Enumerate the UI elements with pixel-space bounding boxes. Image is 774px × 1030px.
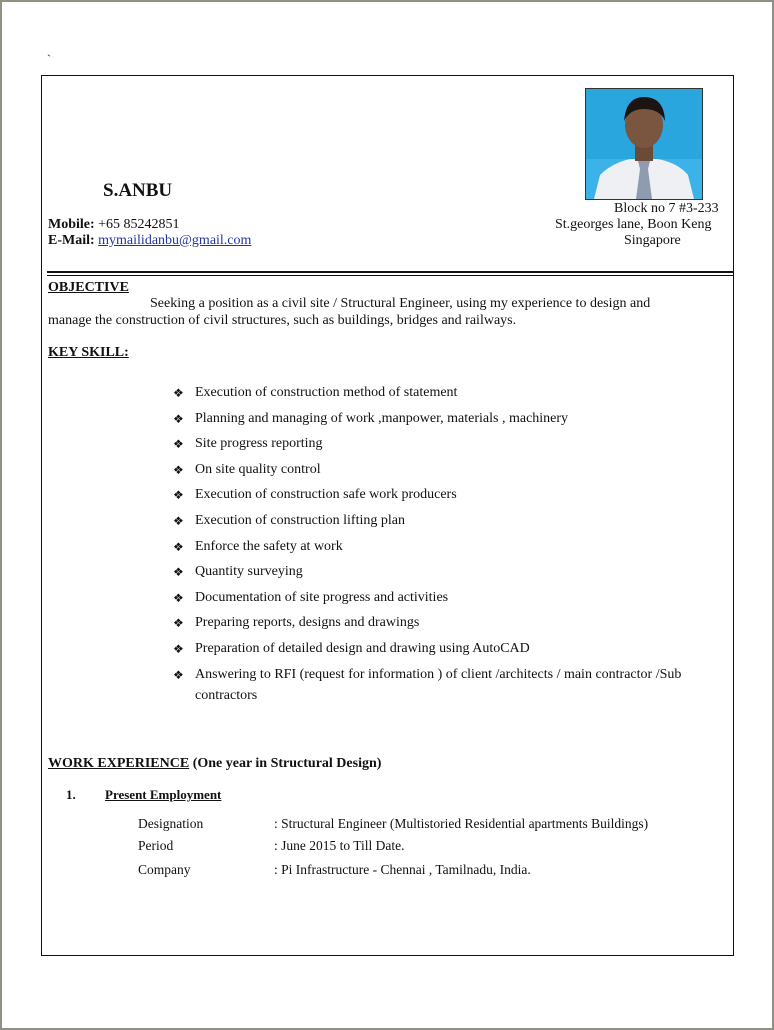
period-label: Period xyxy=(138,838,174,853)
diamond-bullet-icon: ❖ xyxy=(173,667,184,682)
stray-mark: ` xyxy=(47,52,51,66)
objective-text-line-1: Seeking a position as a civil site / Structural Engineer, using my experience to design and xyxy=(150,296,651,311)
diamond-bullet-icon: ❖ xyxy=(173,539,184,554)
list-item xyxy=(173,561,713,587)
diamond-bullet-icon: ❖ xyxy=(173,462,184,477)
designation-label: Designation xyxy=(138,816,204,831)
list-item xyxy=(173,612,713,638)
work-experience-title: WORK EXPERIENCE xyxy=(48,756,190,771)
skill-text: Planning and managing of work ,manpower, materials , machinery xyxy=(195,410,569,426)
address-line-1: Block no 7 #3-233 xyxy=(614,201,719,216)
skill-text: Preparing reports, designs and drawings xyxy=(195,615,420,631)
skill-text: Execution of construction lifting plan xyxy=(195,512,405,528)
skill-text: Documentation of site progress and activities xyxy=(195,589,449,605)
objective-heading: OBJECTIVE xyxy=(48,280,129,295)
company-value: : Pi Infrastructure - Chennai , Tamilnadu, India. xyxy=(274,862,531,877)
diamond-bullet-icon: ❖ xyxy=(173,488,184,503)
diamond-bullet-icon: ❖ xyxy=(173,616,184,631)
designation-value: : Structural Engineer (Multistoried Residential apartments Buildings) xyxy=(274,816,649,831)
email-line xyxy=(48,233,251,249)
list-item xyxy=(173,510,713,536)
list-item xyxy=(173,484,713,510)
email-label: E-Mail: xyxy=(48,233,95,248)
email-link[interactable]: mymailidanbu@gmail.com xyxy=(98,233,252,248)
diamond-bullet-icon: ❖ xyxy=(173,513,184,528)
address-line-2: St.georges lane, Boon Keng xyxy=(555,217,712,232)
company-label: Company xyxy=(138,862,191,877)
diamond-bullet-icon: ❖ xyxy=(173,386,184,400)
header-divider-thin xyxy=(47,275,733,276)
address-line-3: Singapore xyxy=(624,233,681,248)
profile-photo xyxy=(585,88,703,200)
diamond-bullet-icon: ❖ xyxy=(173,565,184,580)
list-item xyxy=(173,382,713,408)
skill-text: Site progress reporting xyxy=(195,436,323,452)
work-experience-heading xyxy=(48,756,381,772)
diamond-bullet-icon: ❖ xyxy=(173,437,184,452)
skill-text: On site quality control xyxy=(195,461,321,477)
list-item xyxy=(173,459,713,485)
mobile-value: +65 85242851 xyxy=(98,217,180,232)
diamond-bullet-icon: ❖ xyxy=(173,411,184,426)
list-item xyxy=(173,433,713,459)
employment-number: 1. xyxy=(66,787,76,802)
skill-text: Execution of construction safe work producers xyxy=(195,487,457,503)
skill-text: Preparation of detailed design and drawing using AutoCAD xyxy=(195,640,530,656)
key-skill-heading: KEY SKILL: xyxy=(48,345,129,360)
list-item xyxy=(173,638,713,664)
employment-title: Present Employment xyxy=(105,787,222,802)
skill-text: Answering to RFI (request for information ) of client /architects / main contractor /Sub contractors xyxy=(195,666,682,703)
list-item xyxy=(173,664,713,708)
mobile-label: Mobile: xyxy=(48,217,95,232)
skill-text: Enforce the safety at work xyxy=(195,538,343,554)
period-value: : June 2015 to Till Date. xyxy=(274,838,405,853)
profile-photo-image xyxy=(586,89,702,199)
diamond-bullet-icon: ❖ xyxy=(173,590,184,605)
diamond-bullet-icon: ❖ xyxy=(173,641,184,656)
skill-text: Quantity surveying xyxy=(195,564,303,580)
work-experience-subtitle: (One year in Structural Design) xyxy=(192,756,382,771)
header-divider-thick xyxy=(47,271,733,273)
objective-text-line-2: manage the construction of civil structures, such as buildings, bridges and railways. xyxy=(48,313,517,328)
skill-text: Execution of construction method of statement xyxy=(195,385,458,400)
candidate-name: S.ANBU xyxy=(103,180,173,201)
list-item xyxy=(173,408,713,434)
key-skill-list xyxy=(173,382,713,708)
list-item xyxy=(173,587,713,613)
list-item xyxy=(173,536,713,562)
mobile-line xyxy=(48,217,180,233)
